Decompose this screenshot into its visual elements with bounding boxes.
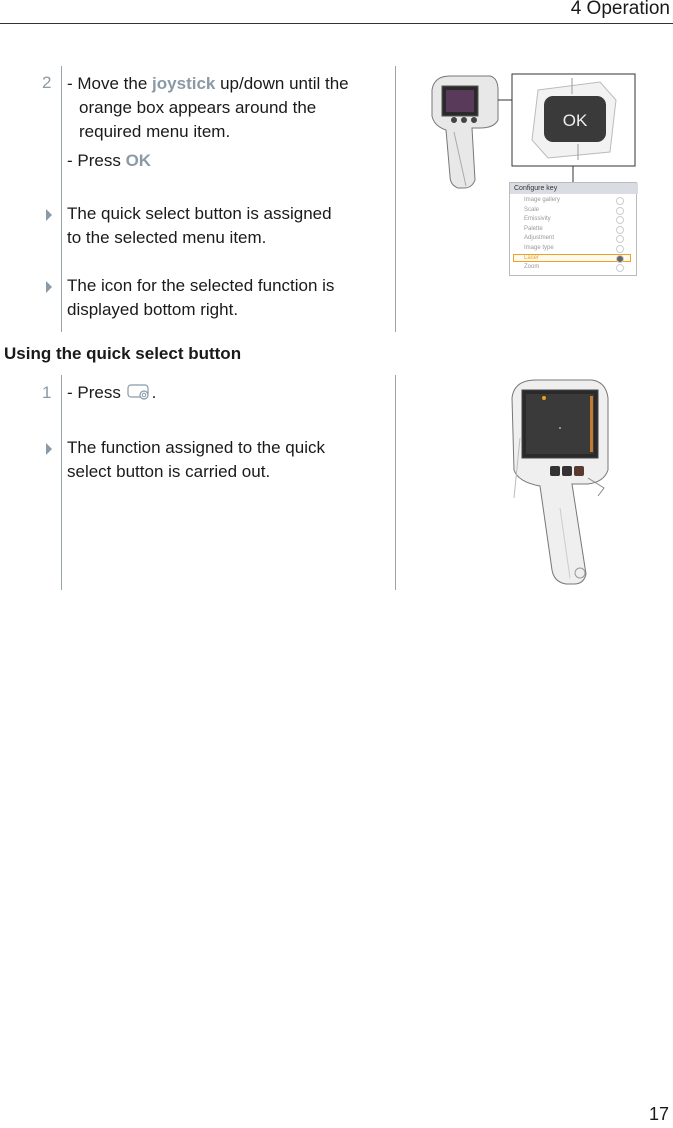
step-number: 2 xyxy=(42,73,52,92)
menu-item-label: Palette xyxy=(524,225,543,232)
ok-key-label: OK xyxy=(125,151,152,170)
step-divider-right xyxy=(395,66,396,332)
menu-title: Configure key xyxy=(510,183,638,194)
menu-item-radio-icon xyxy=(616,197,624,205)
step-number: 1 xyxy=(42,383,52,402)
menu-item xyxy=(514,235,630,241)
step-divider-left xyxy=(61,375,62,590)
menu-item xyxy=(514,216,630,222)
result-text-2b: displayed bottom right. xyxy=(67,300,239,319)
instruction-text: up/down until the xyxy=(215,74,349,93)
instruction-text: - Press xyxy=(67,383,126,402)
page-header-title: 4 Operation xyxy=(570,0,670,19)
menu-item-radio-icon xyxy=(616,264,624,272)
menu-item-label: Laser xyxy=(524,254,540,261)
menu-item-label: Emissivity xyxy=(524,216,551,223)
joystick-key-label: joystick xyxy=(152,74,216,93)
header-rule xyxy=(0,23,673,24)
instruction-line2: orange box appears around the xyxy=(79,98,317,117)
menu-item-label: Adjustment xyxy=(524,235,555,242)
menu-item-label: Image type xyxy=(524,245,554,251)
instruction-press-ok xyxy=(67,149,151,173)
result-arrow-icon xyxy=(46,443,52,455)
page-number: 17 xyxy=(648,1104,669,1124)
menu-item-radio-icon xyxy=(616,235,624,243)
step-divider-left xyxy=(61,66,62,332)
menu-item xyxy=(514,255,630,261)
result-text-a: The function assigned to the quick xyxy=(67,438,325,457)
instruction-press-button xyxy=(67,381,156,405)
instruction-joystick xyxy=(67,72,392,96)
instruction-text: . xyxy=(151,383,157,402)
instruction-text: - Press xyxy=(67,151,126,170)
instruction-line3: required menu item. xyxy=(79,122,231,141)
menu-item xyxy=(514,245,630,251)
section-heading: Using the quick select button xyxy=(4,344,242,363)
menu-item-label: Image gallery xyxy=(524,197,561,203)
result-text-2a: The icon for the selected function is xyxy=(67,276,335,295)
menu-item xyxy=(514,207,630,213)
camera-figure xyxy=(500,378,620,586)
menu-item xyxy=(514,226,630,232)
menu-item-radio-icon xyxy=(616,216,624,224)
menu-item-radio-icon xyxy=(616,255,624,263)
result-arrow-icon xyxy=(46,281,52,293)
menu-item-radio-icon xyxy=(616,245,624,253)
menu-item-label: Zoom xyxy=(524,264,540,271)
result-arrow-icon xyxy=(46,209,52,221)
ok-button-label: OK xyxy=(562,111,588,130)
result-text-1a: The quick select button is assigned xyxy=(67,204,332,223)
menu-item xyxy=(514,264,630,270)
quick-select-button-icon xyxy=(126,382,152,402)
thermal-camera-illustration xyxy=(500,378,620,586)
camera-menu-figure xyxy=(420,70,640,285)
menu-item-radio-icon xyxy=(616,226,624,234)
result-text-b: select button is carried out. xyxy=(67,462,271,481)
menu-item-radio-icon xyxy=(616,207,624,215)
instruction-text: - Move the xyxy=(67,74,153,93)
menu-item-label: Scale xyxy=(524,206,540,213)
configure-key-menu xyxy=(509,182,637,276)
menu-item xyxy=(514,197,630,203)
step-divider-right xyxy=(395,375,396,590)
result-text-1b: to the selected menu item. xyxy=(67,228,267,247)
